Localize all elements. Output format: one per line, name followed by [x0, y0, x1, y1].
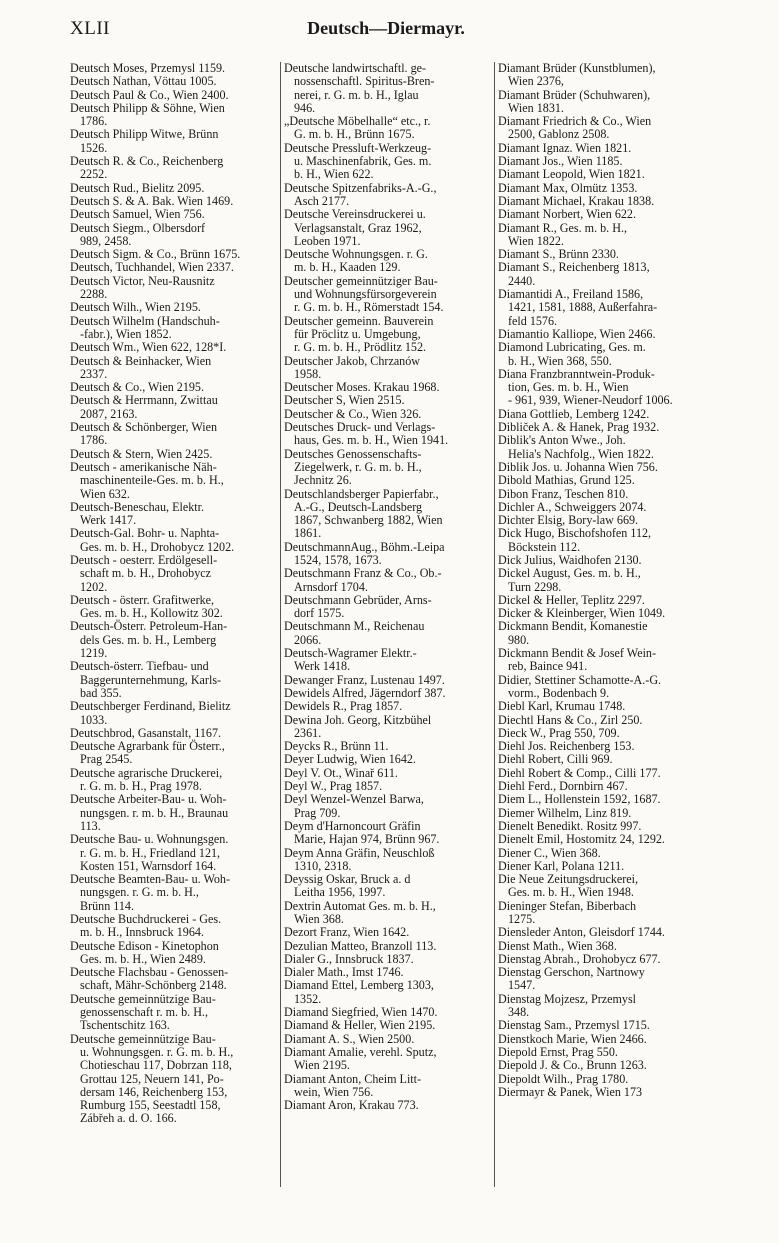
directory-entry: Deyl W., Prag 1857.: [284, 779, 383, 794]
directory-entry: Diamantidi A., Freiland 1586, 1421, 1581, 1888, Außerfahra- feld 1576.: [498, 287, 658, 328]
directory-entry: Deutschbrod, Gasanstalt, 1167.: [70, 725, 222, 740]
directory-entry: Diepold Ernst, Prag 550.: [498, 1044, 618, 1059]
directory-entry: Deutsche gemeinnützige Bau- u. Wohnungsgen. r. G. m. b. H., Chotieschau 117, Dobrzan 118, Grottau 125, Neuern 141, Po- dersam 146, Reichenberg 153, Rumburg 155, Seestadtl 158, Zábřeh a. d. O. 166.: [70, 1031, 234, 1126]
directory-entry: Deutsch-Österr. Petroleum-Han- dels Ges. m. b. H., Lemberg 1219.: [70, 619, 228, 661]
directory-entry: Deutsche Bau- u. Wohnungsgen. r. G. m. b. H., Friedland 121, Kosten 151, Warnsdorf 164.: [70, 832, 229, 873]
page-number: XLII: [70, 18, 110, 39]
directory-entry: Diamantio Kalliope, Wien 2466.: [498, 326, 656, 341]
directory-entry: Deutsche Pressluft-Werkzeug- u. Maschinenfabrik, Ges. m. b. H., Wien 622.: [284, 140, 432, 182]
directory-entry: Diblik's Anton Wwe., Joh. Heliа's Nachfolg., Wien 1822.: [498, 433, 654, 461]
directory-entry: DeutschmannAug., Böhm.-Leipa 1524, 1578, 1673.: [284, 539, 445, 567]
directory-entry: Diamant Brüder (Kunstblumen), Wien 2376,: [498, 62, 656, 89]
directory-entry: Dibliček A. & Hanek, Prag 1932.: [498, 420, 660, 435]
directory-entry: Deutsch-Wagramer Elektr.- Werk 1418.: [284, 646, 417, 674]
directory-entry: Deutsch Sigm. & Co., Brünn 1675.: [70, 247, 241, 262]
directory-entry: Diener Karl, Polana 1211.: [498, 858, 625, 873]
directory-entry: Dieck W., Prag 550, 709.: [498, 725, 620, 740]
directory-entry: Deutsch, Tuchhandel, Wien 2337.: [70, 260, 234, 275]
directory-entry: Deutscher gemeinn. Bauverein für Pröclitz u. Umgebung, r. G. m. b. H., Prödlitz 152.: [284, 313, 434, 355]
directory-entry: Deym d'Harnoncourt Gräfin Marie, Hajan 974, Brünn 967.: [284, 818, 440, 847]
directory-entry: Deutsche Wohnungsgen. r. G. m. b. H., Kaaden 129.: [284, 247, 428, 275]
directory-entry: Diensleder Anton, Gleisdorf 1744.: [498, 925, 665, 940]
directory-entry: Diepold J. & Co., Brunn 1263.: [498, 1058, 647, 1073]
column-1: [70, 62, 278, 1126]
directory-entry: Deutsche Buchdruckerei - Ges. m. b. H., Innsbruck 1964.: [70, 912, 222, 940]
directory-entry: Dick Hugo, Bischofshofen 112, Böckstein 112.: [498, 526, 652, 554]
directory-entry: Deutscher gemeinnütziger Bau- und Wohnungsfürsorgeverein r. G. m. b. H., Römerstadt 154.: [284, 273, 444, 315]
directory-entry: Diamant Leopold, Wien 1821.: [498, 167, 645, 182]
directory-entry: Diamant Ignaz. Wien 1821.: [498, 140, 632, 155]
directory-entry: Dieninger Stefan, Biberbach 1275.: [498, 898, 637, 926]
directory-entry: Deutsch - oesterr. Erdölgesell- schaft m. b. H., Drohobycz 1202.: [70, 552, 218, 594]
directory-entry: Deutsch Philipp Witwe, Brünn 1526.: [70, 127, 219, 155]
directory-entry: Diehl Robert, Cilli 969.: [498, 752, 613, 767]
directory-entry: Diamant Aron, Krakau 773.: [284, 1098, 419, 1113]
directory-entry: Deutsch Siegm., Olbersdorf 989, 2458.: [70, 220, 206, 248]
directory-entry: Diamant R., Ges. m. b. H., Wien 1822.: [498, 220, 627, 248]
column-3: [498, 62, 706, 1099]
directory-entry: Deutschmann M., Reichenau 2066.: [284, 619, 425, 647]
directory-entry: Deym Anna Gräfin, Neuschloß 1310, 2318.: [284, 845, 435, 873]
directory-entry: Deutsche Agrarbank für Österr., Prag 2545.: [70, 739, 225, 767]
directory-entry: Dienst Math., Wien 368.: [498, 938, 617, 953]
directory-entry: Dick Julius, Waidhofen 2130.: [498, 552, 642, 567]
directory-entry: Deutsch-Beneschau, Elektr. Werk 1417.: [70, 499, 204, 528]
directory-entry: Deutsche landwirtschaftl. ge- nossenschaftl. Spiritus-Bren- nerei, r. G. m. b. H., Iglau 946.: [284, 62, 435, 115]
directory-entry: Deutsche Spitzenfabriks-A.-G., Asch 2177.: [284, 180, 437, 208]
directory-entry: Diamant Anton, Cheim Litt- wein, Wien 756.: [284, 1071, 422, 1099]
column-divider: [280, 62, 281, 1187]
directory-entry: Diener C., Wien 368.: [498, 845, 601, 860]
column-divider: [494, 62, 495, 1187]
directory-entry: Diamant Jos., Wien 1185.: [498, 154, 623, 169]
directory-entry: Dextrin Automat Ges. m. b. H., Wien 368.: [284, 898, 436, 926]
directory-entry: Diem L., Hollenstein 1592, 1687.: [498, 792, 661, 807]
directory-entry: Deutsche agrarische Druckerei, r. G. m. b. H., Prag 1978.: [70, 765, 223, 794]
directory-entry: Dezulian Matteo, Branzoll 113.: [284, 938, 437, 953]
directory-entry: Deutsches Genossenschafts- Ziegelwerk, r. G. m. b. H., Jechnitz 26.: [284, 446, 422, 488]
directory-entry: Deutschmann Franz & Co., Ob.- Arnsdorf 1704.: [284, 566, 442, 594]
directory-entry: Diamant Brüder (Schuhwaren), Wien 1831.: [498, 87, 651, 115]
directory-entry: Deyl Wenzel-Wenzel Barwa, Prag 709.: [284, 792, 424, 820]
directory-entry: Deyl V. Ot., Winař 611.: [284, 765, 398, 780]
directory-entry: Deutsch - amerikanische Näh- maschinenteile-Ges. m. b. H., Wien 632.: [70, 459, 224, 501]
directory-entry: Dicker & Kleinberger, Wien 1049.: [498, 606, 666, 621]
directory-entry: Dewidels R., Prag 1857.: [284, 699, 403, 714]
directory-entry: Deutsch R. & Co., Reichenberg 2252.: [70, 154, 224, 182]
directory-entry: Deutsch Samuel, Wien 756.: [70, 207, 205, 222]
directory-entry: Deutschmann Gebrüder, Arns- dorf 1575.: [284, 592, 432, 621]
directory-entry: Deutsch & Beinhacker, Wien 2337.: [70, 353, 212, 381]
directory-entry: Diamand Ettel, Lemberg 1303, 1352.: [284, 978, 434, 1006]
directory-entry: Diemer Wilhelm, Linz 819.: [498, 805, 632, 820]
directory-entry: Dienstag Abrah., Drohobycz 677.: [498, 951, 661, 966]
directory-entry: Dewidels Alfred, Jägerndorf 387.: [284, 685, 446, 700]
directory-entry: Diamant Amalie, verehl. Sputz, Wien 2195.: [284, 1044, 437, 1073]
directory-entry: Diblik Jos. u. Johanna Wien 756.: [498, 459, 658, 474]
directory-entry: Diermayr & Panek, Wien 173: [498, 1084, 643, 1099]
directory-entry: Deutsches Druck- und Verlags- haus, Ges. m. b. H., Wien 1941.: [284, 420, 449, 448]
directory-entry: Dickel & Heller, Teplitz 2297.: [498, 592, 645, 607]
directory-entry: Deutsche Edison - Kinetophon Ges. m. b. H., Wien 2489.: [70, 938, 219, 966]
directory-entry: Dibold Mathias, Grund 125.: [498, 473, 635, 488]
directory-entry: Dienstag Mojzesz, Przemysl 348.: [498, 991, 637, 1020]
page-header: [70, 16, 702, 46]
directory-entry: Deutschberger Ferdinand, Bielitz 1033.: [70, 699, 231, 727]
directory-entry: Diana Franzbranntwein-Produk- tion, Ges. m. b. H., Wien - 961, 939, Wiener-Neudorf 1006.: [498, 366, 673, 408]
directory-entry: Dibon Franz, Teschen 810.: [498, 486, 629, 501]
directory-entry: Dichler A., Schweiggers 2074.: [498, 499, 647, 514]
directory-entry: Deutsch Wilhelm (Handschuh- -fabr.), Wien 1852.: [70, 313, 220, 341]
directory-entry: Diamant A. S., Wien 2500.: [284, 1031, 415, 1046]
directory-entry: Dezort Franz, Wien 1642.: [284, 925, 410, 940]
directory-entry: Deutsch Nathan, Vöttau 1005.: [70, 74, 217, 89]
directory-entry: Dienelt Benedikt. Rositz 997.: [498, 818, 642, 833]
directory-entry: Deutsche Vereinsdruckerei u. Verlagsanstalt, Graz 1962, Leoben 1971.: [284, 207, 426, 248]
directory-columns: [70, 62, 702, 1232]
directory-entry: Diana Gottlieb, Lemberg 1242.: [498, 406, 650, 421]
directory-entry: Diamond Lubricating, Ges. m. b. H., Wien 368, 550.: [498, 340, 646, 368]
directory-entry: Diamant S., Brünn 2330.: [498, 247, 619, 262]
directory-entry: Deutsch-Gal. Bohr- u. Naphta- Ges. m. b. H., Drohobycz 1202.: [70, 526, 235, 554]
directory-entry: Deutsch & Schönberger, Wien 1786.: [70, 420, 218, 448]
directory-entry: Deutscher Jakob, Chrzanów 1958.: [284, 353, 421, 381]
directory-entry: Deutsch - österr. Grafitwerke, Ges. m. b. H., Kollowitz 302.: [70, 592, 223, 621]
directory-entry: Diehl Jos. Reichenberg 153.: [498, 739, 635, 754]
directory-entry: Diepoldt Wilh., Prag 1780.: [498, 1071, 629, 1086]
directory-entry: „Deutsche Möbelhalle“ etc., r. G. m. b. H., Brünn 1675.: [284, 114, 431, 142]
directory-entry: Deutscher Moses. Krakau 1968.: [284, 380, 440, 395]
directory-entry: Dialer G., Innsbruck 1837.: [284, 951, 414, 966]
directory-entry: Diehl Robert & Comp., Cilli 177.: [498, 765, 661, 780]
directory-entry: Dewanger Franz, Lustenau 1497.: [284, 672, 445, 687]
directory-entry: Dienstkoch Marie, Wien 2466.: [498, 1031, 647, 1046]
directory-entry: Deyer Ludwig, Wien 1642.: [284, 752, 416, 767]
directory-entry: Deutschlandsberger Papierfabr., A.-G., Deutsch-Landsberg 1867, Schwanberg 1882, Wien 1861.: [284, 486, 443, 541]
directory-entry: Deutsch S. & A. Bak. Wien 1469.: [70, 193, 234, 208]
directory-entry: Deyssig Oskar, Bruck a. d Leitha 1956, 1997.: [284, 872, 411, 900]
column-2: [284, 62, 492, 1112]
directory-entry: Deutsche Arbeiter-Bau- u. Woh- nungsgen. r. m. b. H., Braunau 113.: [70, 792, 229, 833]
directory-entry: Deutsch Moses, Przemysl 1159.: [70, 62, 226, 75]
directory-entry: Dienelt Emil, Hostomitz 24, 1292.: [498, 832, 665, 847]
directory-entry: Deutsch-österr. Tiefbau- und Baggerunternehmung, Karls- bad 355.: [70, 659, 222, 700]
directory-entry: Didier, Stettiner Schamotte-A.-G. vorm., Bodenbach 9.: [498, 672, 662, 700]
directory-entry: Diamant Norbert, Wien 622.: [498, 207, 636, 222]
directory-entry: Diamant S., Reichenberg 1813, 2440.: [498, 260, 650, 288]
directory-entry: Die Neue Zeitungsdruckerei, Ges. m. b. H., Wien 1948.: [498, 872, 639, 900]
directory-entry: Diamand Siegfried, Wien 1470.: [284, 1005, 438, 1020]
directory-entry: Diamant Friedrich & Co., Wien 2500, Gablonz 2508.: [498, 114, 652, 142]
directory-entry: Deutsch Paul & Co., Wien 2400.: [70, 87, 229, 102]
directory-entry: Dewina Joh. Georg, Kitzbühel 2361.: [284, 712, 432, 740]
directory-entry: Dickmann Bendit, Komanestie 980.: [498, 619, 648, 647]
directory-entry: Diamand & Heller, Wien 2195.: [284, 1018, 436, 1033]
directory-entry: Deutscher S, Wien 2515.: [284, 393, 405, 408]
directory-entry: Deutsch Wilh., Wien 2195.: [70, 300, 201, 315]
directory-entry: Dialer Math., Imst 1746.: [284, 965, 404, 980]
directory-entry: Dienstag Gerschon, Nartnowy 1547.: [498, 965, 645, 993]
directory-entry: Diamant Max, Olmütz 1353.: [498, 180, 638, 195]
directory-entry: Deutsche Beamten-Bau- u. Woh- nungsgen. r. G. m. b. H., Brünn 114.: [70, 872, 231, 913]
directory-entry: Diebl Karl, Krumau 1748.: [498, 699, 626, 714]
directory-entry: Diehl Ferd., Dornbirn 467.: [498, 779, 628, 794]
directory-entry: Dienstag Sam., Przemysl 1715.: [498, 1018, 650, 1033]
directory-entry: Deutsch Rud., Bielitz 2095.: [70, 180, 205, 195]
directory-entry: Deutscher & Co., Wien 326.: [284, 406, 422, 421]
directory-entry: Deutsch Victor, Neu-Rausnitz 2288.: [70, 273, 215, 302]
directory-entry: Deycks R., Brünn 11.: [284, 739, 389, 754]
directory-entry: Diamant Michael, Krakau 1838.: [498, 193, 655, 208]
page-title: Deutsch—Diermayr.: [307, 18, 465, 38]
directory-entry: Deutsch & Co., Wien 2195.: [70, 380, 204, 395]
directory-entry: Deutsch & Herrmann, Zwittau 2087, 2163.: [70, 393, 218, 421]
directory-entry: Deutsche Flachsbau - Genossen- schaft, Mähr-Schönberg 2148.: [70, 965, 229, 993]
directory-entry: Dickmann Bendit & Josef Wein- reb, Baince 941.: [498, 646, 657, 674]
directory-entry: Diechtl Hans & Co., Zirl 250.: [498, 712, 643, 727]
directory-entry: Deutsche gemeinnützige Bau- genossenschaft r. m. b. H., Tschentschitz 163.: [70, 991, 216, 1033]
directory-entry: Deutsch Wm., Wien 622, 128*I.: [70, 340, 227, 355]
directory-entry: Deutsch Philipp & Söhne, Wien 1786.: [70, 100, 225, 129]
directory-entry: Deutsch & Stern, Wien 2425.: [70, 446, 213, 461]
directory-entry: Dichter Elsig, Bory-law 669.: [498, 513, 639, 528]
directory-entry: Dickel August, Ges. m. b. H., Turn 2298.: [498, 566, 641, 594]
